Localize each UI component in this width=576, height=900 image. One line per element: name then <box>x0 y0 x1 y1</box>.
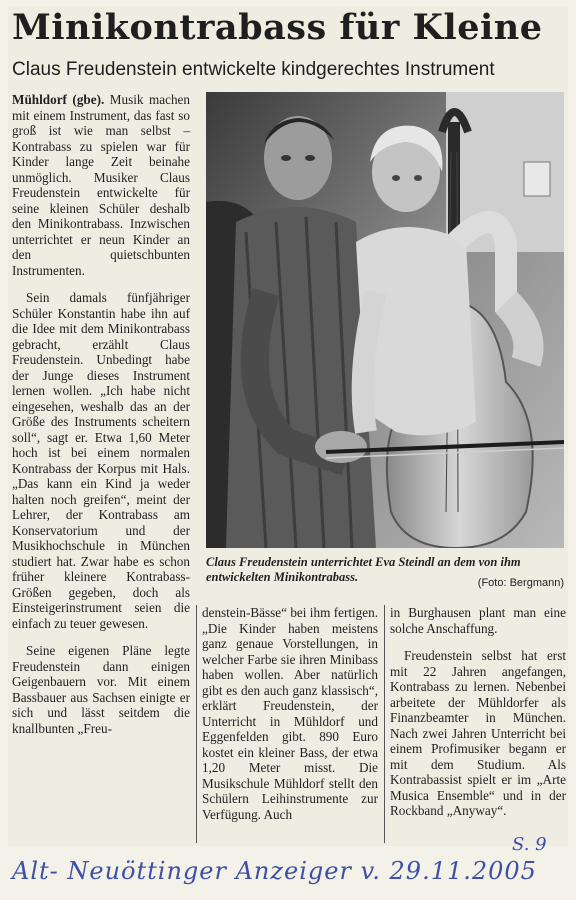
paragraph-3: Seine eigenen Pläne legte Freudenstein dann einigen Geigenbauern vor. Mit einem Bassbauer aus Sachsen einigte er sich und lässt seitdem die knallbunten „Freu- <box>12 643 190 736</box>
column-rule <box>384 605 385 843</box>
paragraph-2: Sein damals fünfjähriger Schüler Konstantin habe ihn auf die Idee mit dem Minikontrabass gebracht, erzählt Claus Freudenstein. Unbedingt habe der Junge dieses Instrument lernen wollen. „Ich habe nicht eingesehen, weshalb das an der Größe des Instruments scheitern soll“, sagt er. Etwa 1,60 Meter hoch ist bei einem normalen Kontrabass der Korpus mit Hals. „Das kann ein Kind ja weder halten noch greifen“, meint der Lehrer, der Kontrabass am Konservatorium und der Musikhochschule in München studiert hat. Zwar habe es schon früher kleinere Kontrabass-Größen gegeben, doch als Einsteigerinstrument seien die einfach zu teuer gewesen. <box>12 290 190 631</box>
newspaper-clipping <box>8 6 568 846</box>
article-column-2 <box>202 605 378 822</box>
column-rule <box>196 605 197 843</box>
article-column-3 <box>390 605 566 819</box>
article-subheadline: Claus Freudenstein entwickelte kindgerechtes Instrument <box>12 59 495 80</box>
article-photo <box>206 92 564 548</box>
article-headline: Minikontrabass für Kleine <box>12 7 543 48</box>
photo-credit: (Foto: Bergmann) <box>477 577 564 589</box>
photo-illustration <box>206 92 564 548</box>
photo-caption: Claus Freudenstein unterrichtet Eva Steindl an dem von ihm entwickelten Minikontrabass. <box>206 555 521 584</box>
article-column-1 <box>12 92 190 736</box>
handwritten-page-number: S. 9 <box>512 834 547 855</box>
lead-text: Musik machen mit einem Instrument, das fast so groß ist wie man selbst – Kontrabass zu spielen war für Kinder lange Zeit beinahe unmöglich. Musiker Claus Freudenstein entwickelte für seine kleinen Schüler deshalb den Minikontrabass. Inzwischen unterrichtet er neun Kinder an den quietschbunten Instrumenten. <box>12 92 190 278</box>
lead-paragraph <box>12 92 190 278</box>
column-2-text: denstein-Bässe“ bei ihm fertigen. „Die Kinder haben meistens ganz genaue Vorstellungen, in welcher Farbe sie ihren Minibass haben wollen. Aber natürlich gibt es den auch ganz klassisch“, erklärt Freudenstein, der Unterricht in Mühldorf und Eggenfelden gibt. 890 Euro kostet ein kleiner Bass, der etwa 1,20 Meter misst. Die Musikschule Mühldorf stellt den Schülern Leihinstrumente zur Verfügung. Auch <box>202 605 378 822</box>
dateline: Mühldorf (gbe). <box>12 92 105 107</box>
column-3-text: in Burghausen plant man eine solche Anschaffung. <box>390 605 566 636</box>
handwritten-source-note: Alt- Neuöttinger Anzeiger v. 29.11.2005 <box>12 857 537 885</box>
column-3-paragraph-2: Freudenstein selbst hat erst mit 22 Jahren angefangen, Kontrabass zu lernen. Nebenbei arbeitete der Mühldorfer als Finanzbeamter in München. Nach zwei Jahren Unterricht bei einem Profimusiker begann er mit dem Studium. Als Kontrabassist spielt er im „Arte Musica Ensemble“ und in der Rockband „Anyway“. <box>390 648 566 818</box>
